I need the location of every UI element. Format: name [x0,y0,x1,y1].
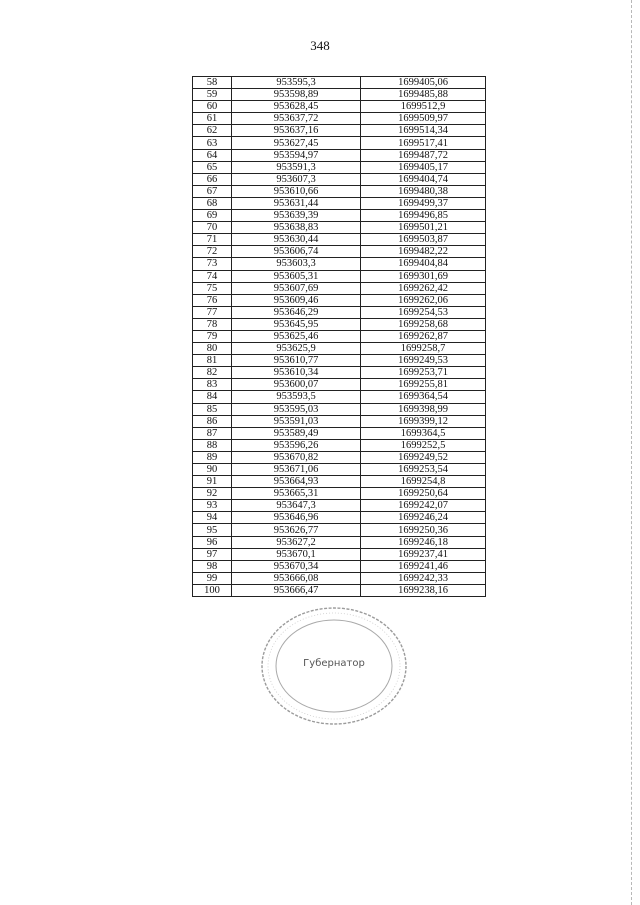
table-row [193,258,486,270]
table-row [193,548,486,560]
table-row [193,318,486,330]
x-coordinate-cell: 953666,47 [232,584,361,596]
x-coordinate-cell: 953607,69 [232,282,361,294]
point-number-cell: 84 [193,391,232,403]
table-row [193,173,486,185]
point-number-cell: 73 [193,258,232,270]
x-coordinate-cell: 953638,83 [232,222,361,234]
table-row [193,270,486,282]
x-coordinate-cell: 953600,07 [232,379,361,391]
y-coordinate-cell: 1699250,64 [361,488,486,500]
point-number-cell: 77 [193,306,232,318]
table-row [193,222,486,234]
y-coordinate-cell: 1699398,99 [361,403,486,415]
y-coordinate-cell: 1699253,54 [361,464,486,476]
table-row [193,451,486,463]
y-coordinate-cell: 1699301,69 [361,270,486,282]
x-coordinate-cell: 953637,72 [232,113,361,125]
y-coordinate-cell: 1699514,34 [361,125,486,137]
x-coordinate-cell: 953596,26 [232,439,361,451]
table-row [193,439,486,451]
point-number-cell: 62 [193,125,232,137]
table-row [193,210,486,222]
table-row [193,536,486,548]
x-coordinate-cell: 953666,08 [232,572,361,584]
point-number-cell: 89 [193,451,232,463]
point-number-cell: 66 [193,173,232,185]
y-coordinate-cell: 1699258,68 [361,318,486,330]
y-coordinate-cell: 1699253,71 [361,367,486,379]
table-row [193,294,486,306]
table-row [193,464,486,476]
y-coordinate-cell: 1699238,16 [361,584,486,596]
x-coordinate-cell: 953628,45 [232,101,361,113]
point-number-cell: 68 [193,197,232,209]
y-coordinate-cell: 1699503,87 [361,234,486,246]
x-coordinate-cell: 953591,3 [232,161,361,173]
point-number-cell: 78 [193,318,232,330]
x-coordinate-cell: 953589,49 [232,427,361,439]
x-coordinate-cell: 953647,3 [232,500,361,512]
y-coordinate-cell: 1699254,8 [361,476,486,488]
y-coordinate-cell: 1699404,84 [361,258,486,270]
point-number-cell: 80 [193,343,232,355]
y-coordinate-cell: 1699509,97 [361,113,486,125]
x-coordinate-cell: 953627,45 [232,137,361,149]
x-coordinate-cell: 953595,03 [232,403,361,415]
point-number-cell: 65 [193,161,232,173]
y-coordinate-cell: 1699252,5 [361,439,486,451]
y-coordinate-cell: 1699249,52 [361,451,486,463]
x-coordinate-cell: 953637,16 [232,125,361,137]
x-coordinate-cell: 953639,39 [232,210,361,222]
point-number-cell: 85 [193,403,232,415]
table-row [193,427,486,439]
table-row [193,125,486,137]
x-coordinate-cell: 953610,77 [232,355,361,367]
page-number: 348 [310,38,330,53]
point-number-cell: 96 [193,536,232,548]
x-coordinate-cell: 953625,46 [232,330,361,342]
x-coordinate-cell: 953593,5 [232,391,361,403]
point-number-cell: 97 [193,548,232,560]
x-coordinate-cell: 953670,82 [232,451,361,463]
point-number-cell: 87 [193,427,232,439]
y-coordinate-cell: 1699262,42 [361,282,486,294]
table-row [193,101,486,113]
x-coordinate-cell: 953610,34 [232,367,361,379]
table-row [193,500,486,512]
point-number-cell: 91 [193,476,232,488]
y-coordinate-cell: 1699512,9 [361,101,486,113]
point-number-cell: 98 [193,560,232,572]
point-number-cell: 58 [193,77,232,89]
y-coordinate-cell: 1699242,07 [361,500,486,512]
y-coordinate-cell: 1699254,53 [361,306,486,318]
point-number-cell: 92 [193,488,232,500]
table-row [193,330,486,342]
point-number-cell: 94 [193,512,232,524]
y-coordinate-cell: 1699364,54 [361,391,486,403]
y-coordinate-cell: 1699480,38 [361,185,486,197]
x-coordinate-cell: 953594,97 [232,149,361,161]
table-row [193,113,486,125]
x-coordinate-cell: 953603,3 [232,258,361,270]
table-row [193,149,486,161]
point-number-cell: 100 [193,584,232,596]
table-row [193,512,486,524]
y-coordinate-cell: 1699405,06 [361,77,486,89]
table-row [193,415,486,427]
y-coordinate-cell: 1699482,22 [361,246,486,258]
y-coordinate-cell: 1699399,12 [361,415,486,427]
seal-label: Губернатор [303,658,365,669]
y-coordinate-cell: 1699404,74 [361,173,486,185]
x-coordinate-cell: 953605,31 [232,270,361,282]
table-row [193,185,486,197]
x-coordinate-cell: 953670,34 [232,560,361,572]
table-row [193,488,486,500]
x-coordinate-cell: 953646,96 [232,512,361,524]
x-coordinate-cell: 953671,06 [232,464,361,476]
table-row [193,560,486,572]
point-number-cell: 61 [193,113,232,125]
y-coordinate-cell: 1699241,46 [361,560,486,572]
y-coordinate-cell: 1699258,7 [361,343,486,355]
x-coordinate-cell: 953591,03 [232,415,361,427]
table-row [193,355,486,367]
y-coordinate-cell: 1699246,18 [361,536,486,548]
y-coordinate-cell: 1699262,06 [361,294,486,306]
x-coordinate-cell: 953665,31 [232,488,361,500]
x-coordinate-cell: 953625,9 [232,343,361,355]
table-row [193,524,486,536]
y-coordinate-cell: 1699250,36 [361,524,486,536]
coordinates-table [192,76,486,597]
point-number-cell: 76 [193,294,232,306]
x-coordinate-cell: 953645,95 [232,318,361,330]
y-coordinate-cell: 1699249,53 [361,355,486,367]
point-number-cell: 90 [193,464,232,476]
point-number-cell: 70 [193,222,232,234]
table-row [193,197,486,209]
y-coordinate-cell: 1699242,33 [361,572,486,584]
y-coordinate-cell: 1699499,37 [361,197,486,209]
point-number-cell: 59 [193,89,232,101]
coordinates-table-body [193,77,486,597]
point-number-cell: 86 [193,415,232,427]
table-row [193,584,486,596]
x-coordinate-cell: 953598,89 [232,89,361,101]
table-row [193,391,486,403]
y-coordinate-cell: 1699237,41 [361,548,486,560]
page-edge-line [631,0,633,905]
point-number-cell: 99 [193,572,232,584]
y-coordinate-cell: 1699501,21 [361,222,486,234]
x-coordinate-cell: 953670,1 [232,548,361,560]
y-coordinate-cell: 1699485,88 [361,89,486,101]
x-coordinate-cell: 953607,3 [232,173,361,185]
x-coordinate-cell: 953627,2 [232,536,361,548]
table-row [193,234,486,246]
point-number-cell: 71 [193,234,232,246]
point-number-cell: 67 [193,185,232,197]
table-row [193,89,486,101]
table-row [193,403,486,415]
x-coordinate-cell: 953631,44 [232,197,361,209]
x-coordinate-cell: 953609,46 [232,294,361,306]
point-number-cell: 64 [193,149,232,161]
point-number-cell: 69 [193,210,232,222]
table-row [193,246,486,258]
point-number-cell: 88 [193,439,232,451]
y-coordinate-cell: 1699246,24 [361,512,486,524]
y-coordinate-cell: 1699262,87 [361,330,486,342]
y-coordinate-cell: 1699487,72 [361,149,486,161]
table-row [193,161,486,173]
x-coordinate-cell: 953610,66 [232,185,361,197]
x-coordinate-cell: 953630,44 [232,234,361,246]
x-coordinate-cell: 953595,3 [232,77,361,89]
point-number-cell: 79 [193,330,232,342]
x-coordinate-cell: 953626,77 [232,524,361,536]
point-number-cell: 75 [193,282,232,294]
point-number-cell: 93 [193,500,232,512]
point-number-cell: 63 [193,137,232,149]
y-coordinate-cell: 1699496,85 [361,210,486,222]
table-row [193,379,486,391]
point-number-cell: 74 [193,270,232,282]
table-row [193,367,486,379]
point-number-cell: 83 [193,379,232,391]
y-coordinate-cell: 1699405,17 [361,161,486,173]
y-coordinate-cell: 1699364,5 [361,427,486,439]
y-coordinate-cell: 1699517,41 [361,137,486,149]
table-row [193,572,486,584]
point-number-cell: 81 [193,355,232,367]
x-coordinate-cell: 953646,29 [232,306,361,318]
table-row [193,282,486,294]
point-number-cell: 72 [193,246,232,258]
point-number-cell: 82 [193,367,232,379]
table-row [193,137,486,149]
table-row [193,77,486,89]
table-row [193,476,486,488]
y-coordinate-cell: 1699255,81 [361,379,486,391]
x-coordinate-cell: 953606,74 [232,246,361,258]
x-coordinate-cell: 953664,93 [232,476,361,488]
point-number-cell: 60 [193,101,232,113]
table-row [193,306,486,318]
table-row [193,343,486,355]
point-number-cell: 95 [193,524,232,536]
